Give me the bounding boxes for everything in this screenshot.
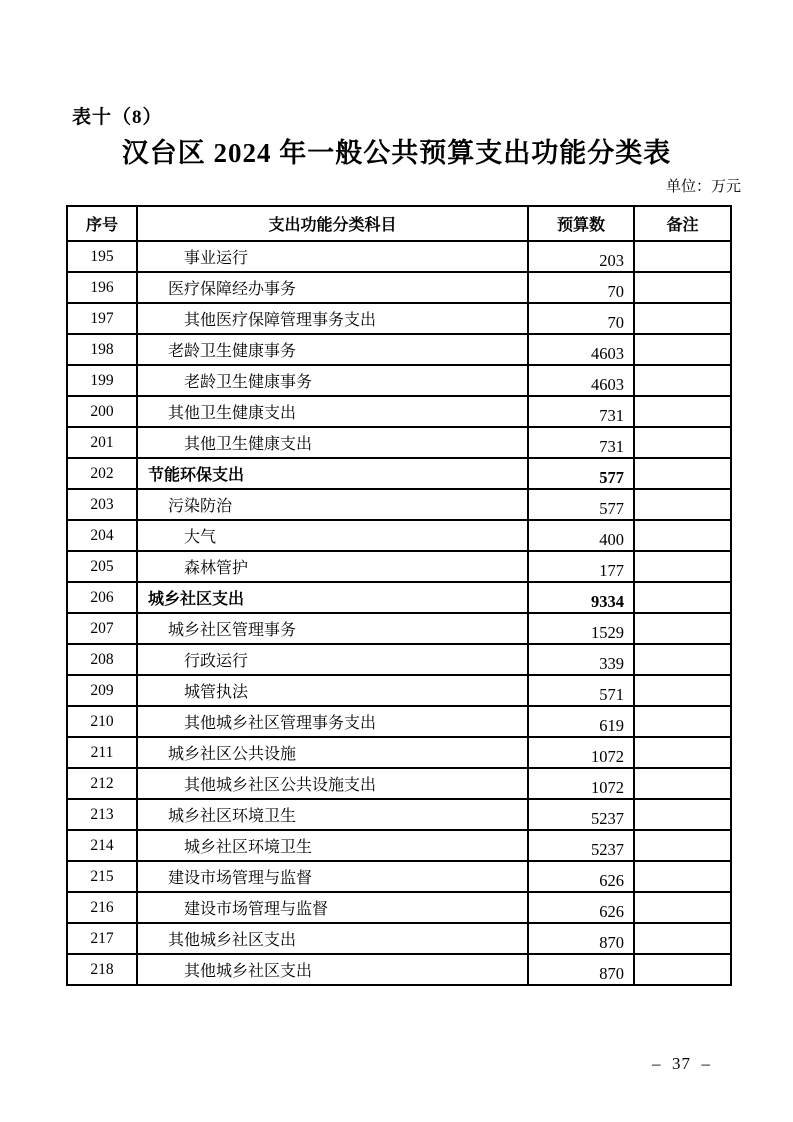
note-cell [634,365,731,396]
note-cell [634,830,731,861]
column-header-seq: 序号 [67,206,137,241]
note-cell [634,675,731,706]
row-number-cell: 215 [67,861,137,892]
row-number-cell: 218 [67,954,137,985]
note-cell [634,520,731,551]
budget-cell: 4603 [528,365,634,396]
row-number-cell: 198 [67,334,137,365]
subject-cell: 城乡社区环境卫生 [137,830,528,861]
row-number-cell: 207 [67,613,137,644]
note-cell [634,892,731,923]
budget-cell: 70 [528,303,634,334]
note-cell [634,582,731,613]
budget-cell: 1072 [528,737,634,768]
table-row [67,334,731,365]
table-row [67,272,731,303]
row-number-cell: 209 [67,675,137,706]
row-number-cell: 216 [67,892,137,923]
table-row [67,613,731,644]
subject-cell: 城乡社区公共设施 [137,737,528,768]
budget-cell: 619 [528,706,634,737]
table-row [67,551,731,582]
row-number-cell: 203 [67,489,137,520]
budget-cell: 870 [528,923,634,954]
row-number-cell: 211 [67,737,137,768]
subject-cell: 医疗保障经办事务 [137,272,528,303]
note-cell [634,489,731,520]
subject-cell: 老龄卫生健康事务 [137,365,528,396]
subject-cell: 其他卫生健康支出 [137,396,528,427]
budget-cell: 339 [528,644,634,675]
table-row [67,489,731,520]
page-title: 汉台区 2024 年一般公共预算支出功能分类表 [121,138,672,168]
row-number-cell: 200 [67,396,137,427]
note-cell [634,241,731,272]
subject-cell: 城乡社区支出 [137,582,528,613]
row-number-cell: 213 [67,799,137,830]
subject-cell: 老龄卫生健康事务 [137,334,528,365]
budget-cell: 626 [528,861,634,892]
unit-note: 单位：万元 [665,179,741,195]
table-row [67,241,731,272]
budget-cell: 731 [528,396,634,427]
row-number-cell: 196 [67,272,137,303]
row-number-cell: 210 [67,706,137,737]
subject-cell: 其他医疗保障管理事务支出 [137,303,528,334]
table-header-row [67,206,731,241]
subject-cell: 建设市场管理与监督 [137,861,528,892]
subject-cell: 事业运行 [137,241,528,272]
table-row [67,954,731,985]
subject-cell: 污染防治 [137,489,528,520]
table-row [67,768,731,799]
column-header-budget: 预算数 [528,206,634,241]
budget-cell: 70 [528,272,634,303]
table-row [67,706,731,737]
page-number: – 37 – [652,1054,711,1073]
subject-cell: 其他卫生健康支出 [137,427,528,458]
subject-cell: 大气 [137,520,528,551]
budget-cell: 731 [528,427,634,458]
subject-cell: 行政运行 [137,644,528,675]
row-number-cell: 217 [67,923,137,954]
subject-cell: 其他城乡社区支出 [137,954,528,985]
table-row [67,303,731,334]
subject-cell: 节能环保支出 [137,458,528,489]
budget-cell: 626 [528,892,634,923]
note-cell [634,706,731,737]
row-number-cell: 197 [67,303,137,334]
column-header-subject: 支出功能分类科目 [137,206,528,241]
budget-cell: 203 [528,241,634,272]
subject-cell: 城管执法 [137,675,528,706]
row-number-cell: 212 [67,768,137,799]
row-number-cell: 208 [67,644,137,675]
subject-cell: 城乡社区环境卫生 [137,799,528,830]
row-number-cell: 199 [67,365,137,396]
table-row [67,644,731,675]
budget-cell: 870 [528,954,634,985]
budget-cell: 577 [528,458,634,489]
note-cell [634,303,731,334]
subject-cell: 其他城乡社区公共设施支出 [137,768,528,799]
row-number-cell: 201 [67,427,137,458]
subject-cell: 城乡社区管理事务 [137,613,528,644]
budget-table [66,205,732,986]
table-row [67,923,731,954]
table-row [67,458,731,489]
subject-cell: 森林管护 [137,551,528,582]
table-row [67,365,731,396]
budget-cell: 571 [528,675,634,706]
note-cell [634,551,731,582]
table-row [67,582,731,613]
budget-cell: 5237 [528,830,634,861]
budget-cell: 177 [528,551,634,582]
table-row [67,396,731,427]
row-number-cell: 205 [67,551,137,582]
budget-cell: 4603 [528,334,634,365]
table-label: 表十（8） [72,107,163,128]
budget-cell: 9334 [528,582,634,613]
note-cell [634,737,731,768]
note-cell [634,954,731,985]
table-row [67,675,731,706]
note-cell [634,334,731,365]
subject-cell: 建设市场管理与监督 [137,892,528,923]
row-number-cell: 214 [67,830,137,861]
table-row [67,799,731,830]
note-cell [634,613,731,644]
budget-cell: 577 [528,489,634,520]
budget-cell: 5237 [528,799,634,830]
note-cell [634,644,731,675]
note-cell [634,427,731,458]
note-cell [634,861,731,892]
row-number-cell: 195 [67,241,137,272]
column-header-note: 备注 [634,206,731,241]
budget-cell: 400 [528,520,634,551]
table-row [67,861,731,892]
table-row [67,737,731,768]
subject-cell: 其他城乡社区支出 [137,923,528,954]
table-row [67,830,731,861]
table-row [67,892,731,923]
budget-cell: 1072 [528,768,634,799]
row-number-cell: 206 [67,582,137,613]
budget-cell: 1529 [528,613,634,644]
note-cell [634,768,731,799]
subject-cell: 其他城乡社区管理事务支出 [137,706,528,737]
table-row [67,520,731,551]
note-cell [634,396,731,427]
table-row [67,427,731,458]
note-cell [634,799,731,830]
note-cell [634,923,731,954]
note-cell [634,458,731,489]
note-cell [634,272,731,303]
row-number-cell: 202 [67,458,137,489]
row-number-cell: 204 [67,520,137,551]
